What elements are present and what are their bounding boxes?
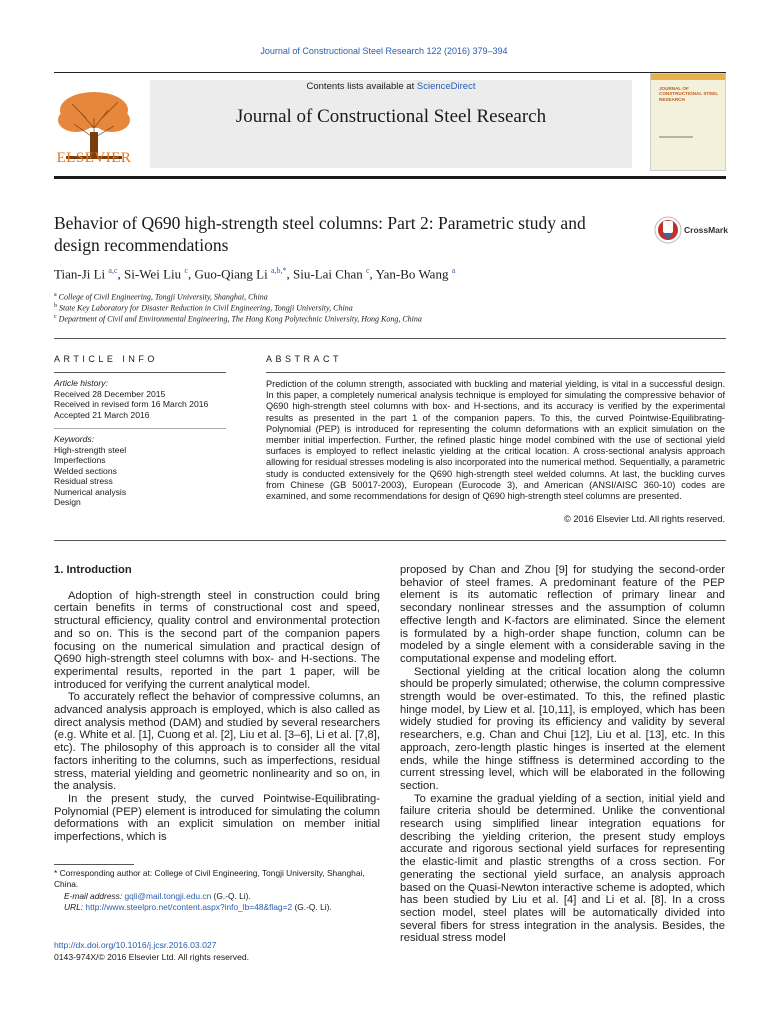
email-suffix: (G.-Q. Li). <box>211 890 251 901</box>
affiliation-mark: b <box>54 303 57 309</box>
body-paragraph: In the present study, the curved Pointwise-Equilibrating-Polynomial (PEP) element is introduced for simulating the column deformations with an explicit simulation on member initial imperfections, which is <box>54 792 380 844</box>
crossmark-button[interactable] <box>654 216 734 244</box>
author-name[interactable]: Si-Wei Liu <box>124 266 182 282</box>
author-name[interactable]: Guo-Qiang Li <box>194 266 268 282</box>
keyword[interactable]: Numerical analysis <box>54 486 127 497</box>
body-paragraph: To examine the gradual yielding of a section, initial yield and failure criteria should be determined. Unlike the conventional research using simplified linear integration equations for describing the yielding criterion, the present study employs accurate and rigorous sectional yield surfaces for representing the elastic-limit and plastic strengths of a cross section. For generating the sectional yield surface, an analysis approach based on the Quasi-Newton interactive scheme is adopted, which has been studied by Liu et al. [4] and Li et al. [8]. In a cross section model, steel plates will be automatically divided into several fibers for stress integration in the analysis. Besides, the residual stress model <box>400 792 725 945</box>
divider <box>54 428 226 429</box>
email-label: E-mail address: <box>64 890 123 901</box>
keyword[interactable]: Imperfections <box>54 455 106 465</box>
contents-prefix: Contents lists available at <box>306 81 417 92</box>
keyword[interactable]: Residual stress <box>54 476 113 486</box>
crossmark-icon <box>654 216 682 244</box>
abstract-text: Prediction of the column strength, associated with buckling and material yielding, is vital in a successful design. In this paper, a completely numerical analysis technique is employed for simulating the compressive behavior of Q690 high-strength steel columns with box- and H-sections, and its accuracy is verified by the experimental results as presented in the part 1 of the companion papers. To this, the curved Pointwise-Equilibrating-Polynomial (PEP) is introduced for representing the column deformations with an explicit simulation on the member initial imperfection. Further, the refined plastic hinge model combined with the use of sectional yield surfaces is employed to reflect inelastic yielding at the critical location. A cross-sectional analysis approach allowing for residual stresses modeling is also incorporated into the numerical method. Sequentially, a parametric study is conducted extensively for the Q690 high-strength steel welded columns. At last, the buckling curves from Chinese (GB 50017-2003), European (Eurocode 3), and American (ANSI/AISC 360-10) codes are examined, and some recommendations for design of Q690 high-strength steel columns are presented. <box>266 379 725 502</box>
affiliation-mark: c <box>54 314 57 320</box>
elsevier-logo-text: ELSEVIER <box>56 150 132 166</box>
affiliation <box>54 292 268 302</box>
history-item: Received 28 December 2015 <box>54 388 166 399</box>
affiliation-text: College of Civil Engineering, Tongji University, Shanghai, China <box>58 292 268 302</box>
affiliation-text: Department of Civil and Environmental Engineering, The Hong Kong Polytechnic University, Hong Kong, China <box>58 314 422 324</box>
doi-link[interactable]: http://dx.doi.org/10.1016/j.jcsr.2016.03.027 <box>54 940 217 950</box>
affiliation <box>54 303 353 313</box>
keywords-label: Keywords: <box>54 434 95 444</box>
issn-line: 0143-974X/© 2016 Elsevier Ltd. All rights reserved. <box>54 951 250 962</box>
masthead-rule <box>54 176 726 179</box>
contents-line <box>150 81 632 92</box>
affiliation-mark: a <box>54 292 57 298</box>
url-label: URL: <box>64 902 84 913</box>
keyword[interactable]: High-strength steel <box>54 444 127 455</box>
author-sup[interactable]: a,b,* <box>270 266 287 275</box>
author-name[interactable]: Siu-Lai Chan <box>293 266 363 282</box>
article-info-heading: ARTICLE INFO <box>54 354 158 364</box>
keyword[interactable]: Design <box>54 497 81 507</box>
body-paragraph: Sectional yielding at the critical location along the column should be properly simulated; otherwise, the column compressive strength would be over-estimated. To this, the refined plastic hinge model, by Liew et al. [10,11], is employed, which has been widely studied for proving its efficiency and validity by several researchers, e.g. Chan and Chui [12], Liu et al. [13], etc. In this approach, zero-length plastic hinges is inserted at the element ends, while the hinge stiffness is determined according to the current stressing level, which will be elaborated in the following section. <box>400 665 725 792</box>
abstract-heading: ABSTRACT <box>266 354 343 364</box>
url-line <box>54 902 380 913</box>
footnotes <box>54 868 380 914</box>
url-link[interactable]: http://www.steelpro.net/content.aspx?info_lb=48&flag=2 <box>85 902 293 913</box>
journal-title[interactable]: Journal of Constructional Steel Research <box>235 106 547 127</box>
divider <box>54 338 726 339</box>
author-name[interactable]: Tian-Ji Li <box>54 266 106 282</box>
article-title: Behavior of Q690 high-strength steel columns: Part 2: Parametric study and design recommendations <box>54 213 586 255</box>
article-history <box>54 378 234 420</box>
author-sup[interactable]: c <box>365 266 370 275</box>
journal-cover-thumbnail[interactable] <box>650 73 726 171</box>
body-paragraph: Adoption of high-strength steel in construction could bring certain benefits in terms of constructional cost and speed, structural efficiency, quality control and environmental protection and so on. This is the second part of the companion papers focusing on the numerical simulation and practical design of Q690 high-strength steel columns with box- and H-sections. The experimental results, reported in the part 1 paper, will be introduced for verifying the current analytical model. <box>54 589 380 691</box>
divider <box>54 372 226 373</box>
affiliation <box>54 314 422 324</box>
email-line <box>54 891 380 902</box>
divider <box>266 372 725 373</box>
affiliation-text: State Key Laboratory for Disaster Reduction in Civil Engineering, Tongji University, China <box>59 303 353 313</box>
history-item: Accepted 21 March 2016 <box>54 409 150 420</box>
author-sup[interactable]: a <box>451 266 456 275</box>
header-rule <box>54 72 726 73</box>
sciencedirect-link[interactable]: ScienceDirect <box>416 81 476 92</box>
email-link[interactable]: gqli@mail.tongji.edu.cn <box>124 890 212 901</box>
crossmark-label: CrossMark <box>684 225 728 235</box>
body-paragraph: To accurately reflect the behavior of compressive columns, an advanced analysis approach is employed, which is also called as direct analysis method (DAM) and studied by several researchers (e.g. White et al. [1], Cuong et al. [2], Liu et al. [3–6], Li et al. [7,8], etc). The philosophy of this approach is to consider all the vital factors inheriting to the columns, such as imperfections, residual stress, material yielding and geometric nonlinearity and so on, in the analysis. <box>54 691 380 793</box>
doi-block <box>54 940 249 963</box>
section-heading: 1. Introduction <box>54 564 132 576</box>
author-name[interactable]: Yan-Bo Wang <box>375 266 449 282</box>
body-right-column <box>400 564 725 945</box>
footnote-rule <box>54 864 134 865</box>
body-paragraph: proposed by Chan and Zhou [9] for studying the second-order behavior of steel frames. A predominant feature of the PEP element is its automatic reflection of primary linear and secondary nonlinear stresses and the assumption of column effective length and K-factors are eliminated. Since the element is formulated by a high-order shape function, column can be modeled by a single element with a considerable saving in the computational expense and modeling effort. <box>400 564 725 665</box>
body-left-column <box>54 564 380 844</box>
history-item: Received in revised form 16 March 2016 <box>54 399 209 409</box>
cover-line <box>659 136 693 138</box>
cover-band <box>651 74 725 80</box>
corresponding-note: * Corresponding author at: College of Civil Engineering, Tongji University, Shanghai, China. <box>54 868 365 890</box>
history-label: Article history: <box>54 378 108 388</box>
divider <box>54 540 726 541</box>
author-sup[interactable]: c <box>184 266 188 275</box>
author-list: Tian-Ji Li $^{a,c}$, Si-Wei Liu $^c$, Guo-Qiang Li $^{a,b,*}$, Siu-Lai Chan $^c$, Yan-Bo Wang $^a$ <box>54 266 456 282</box>
cover-title: JOURNAL OF CONSTRUCTIONAL STEEL RESEARCH <box>659 86 719 102</box>
journal-citation[interactable]: Journal of Constructional Steel Research 122 (2016) 379–394 <box>260 46 508 56</box>
url-suffix: (G.-Q. Li). <box>292 902 332 913</box>
keyword[interactable]: Welded sections <box>54 465 117 476</box>
keywords <box>54 434 234 508</box>
author-sup[interactable]: a,c <box>108 266 118 275</box>
abstract-copyright: © 2016 Elsevier Ltd. All rights reserved. <box>564 514 725 524</box>
